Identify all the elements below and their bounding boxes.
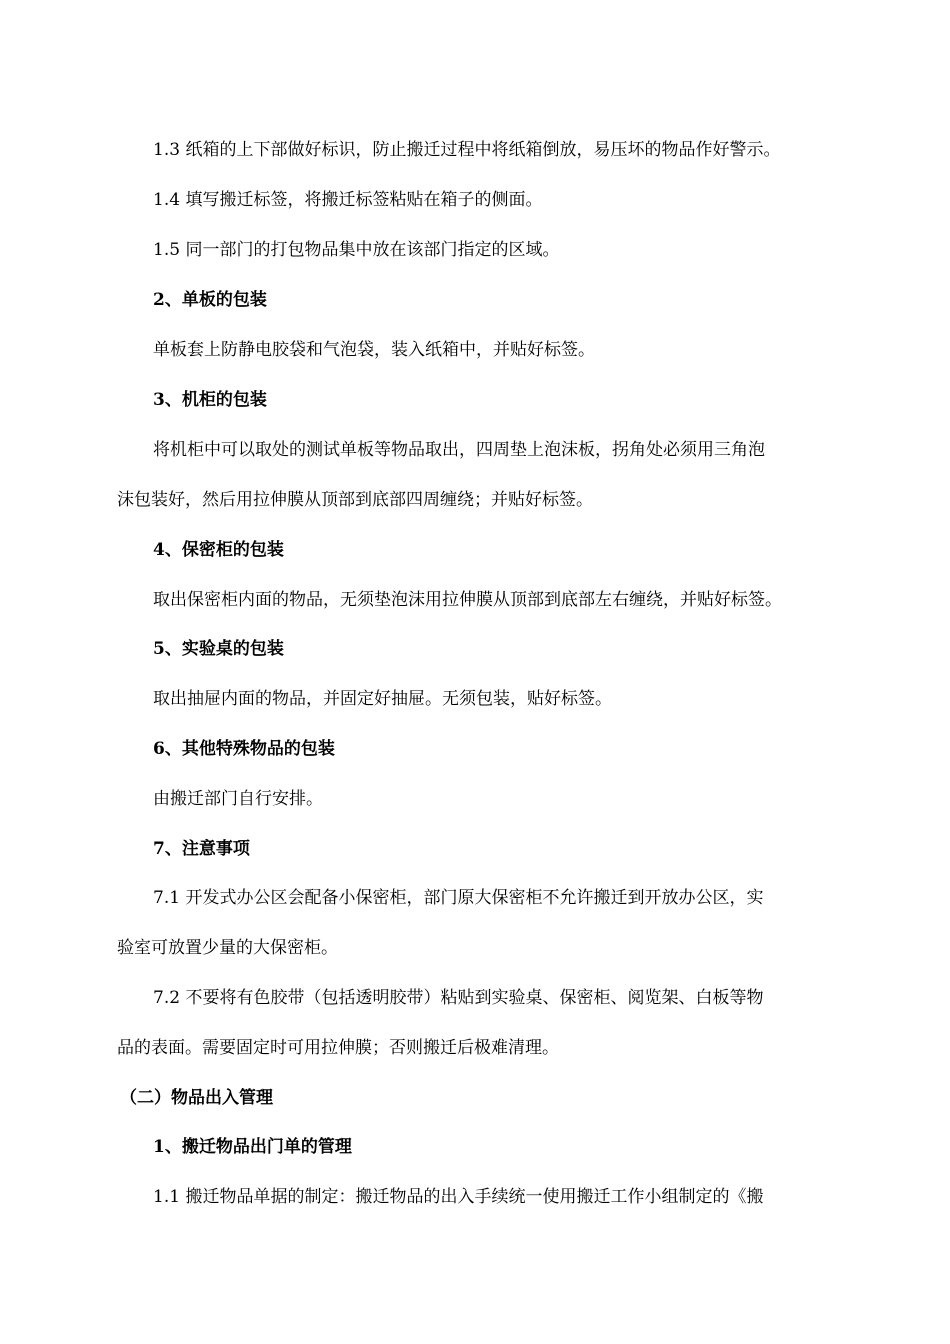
paragraph-line: 品的表面。需要固定时可用拉伸膜；否则搬迁后极难清理。 [117,1038,559,1058]
paragraph-line: 1.3 纸箱的上下部做好标识，防止搬迁过程中将纸箱倒放，易压坏的物品作好警示。 [153,140,781,160]
section-heading: 7、注意事项 [153,839,250,859]
paragraph-line: 取出保密柜内面的物品，无须垫泡沫用拉伸膜从顶部到底部左右缠绕，并贴好标签。 [153,590,782,610]
paragraph-line: 沫包装好，然后用拉伸膜从顶部到底部四周缠绕；并贴好标签。 [117,490,593,510]
paragraph-line: 7.2 不要将有色胶带（包括透明胶带）粘贴到实验桌、保密柜、阅览架、白板等物 [153,988,764,1008]
section-heading: 3、机柜的包装 [153,390,267,410]
section-heading: 4、保密柜的包装 [153,540,284,560]
paragraph-line: 验室可放置少量的大保密柜。 [117,938,338,958]
paragraph-line: 将机柜中可以取处的测试单板等物品取出，四周垫上泡沫板，拐角处必须用三角泡 [153,440,765,460]
paragraph-line: 1.4 填写搬迁标签，将搬迁标签粘贴在箱子的侧面。 [153,190,543,210]
section-heading: 2、单板的包装 [153,290,267,310]
section-heading: 5、实验桌的包装 [153,639,284,659]
paragraph-line: 7.1 开发式办公区会配备小保密柜，部门原大保密柜不允许搬迁到开放办公区，实 [153,888,764,908]
paragraph-line: 由搬迁部门自行安排。 [153,789,323,809]
paragraph-line: 1.1 搬迁物品单据的制定：搬迁物品的出入手续统一使用搬迁工作小组制定的《搬 [153,1187,764,1207]
section-heading: 6、其他特殊物品的包装 [153,739,335,759]
paragraph-line: 1.5 同一部门的打包物品集中放在该部门指定的区域。 [153,240,560,260]
paragraph-line: 取出抽屉内面的物品，并固定好抽屉。无须包装，贴好标签。 [153,689,612,709]
chapter-heading: （二）物品出入管理 [120,1088,273,1108]
section-heading: 1、搬迁物品出门单的管理 [153,1137,352,1157]
paragraph-line: 单板套上防静电胶袋和气泡袋，装入纸箱中，并贴好标签。 [153,340,595,360]
